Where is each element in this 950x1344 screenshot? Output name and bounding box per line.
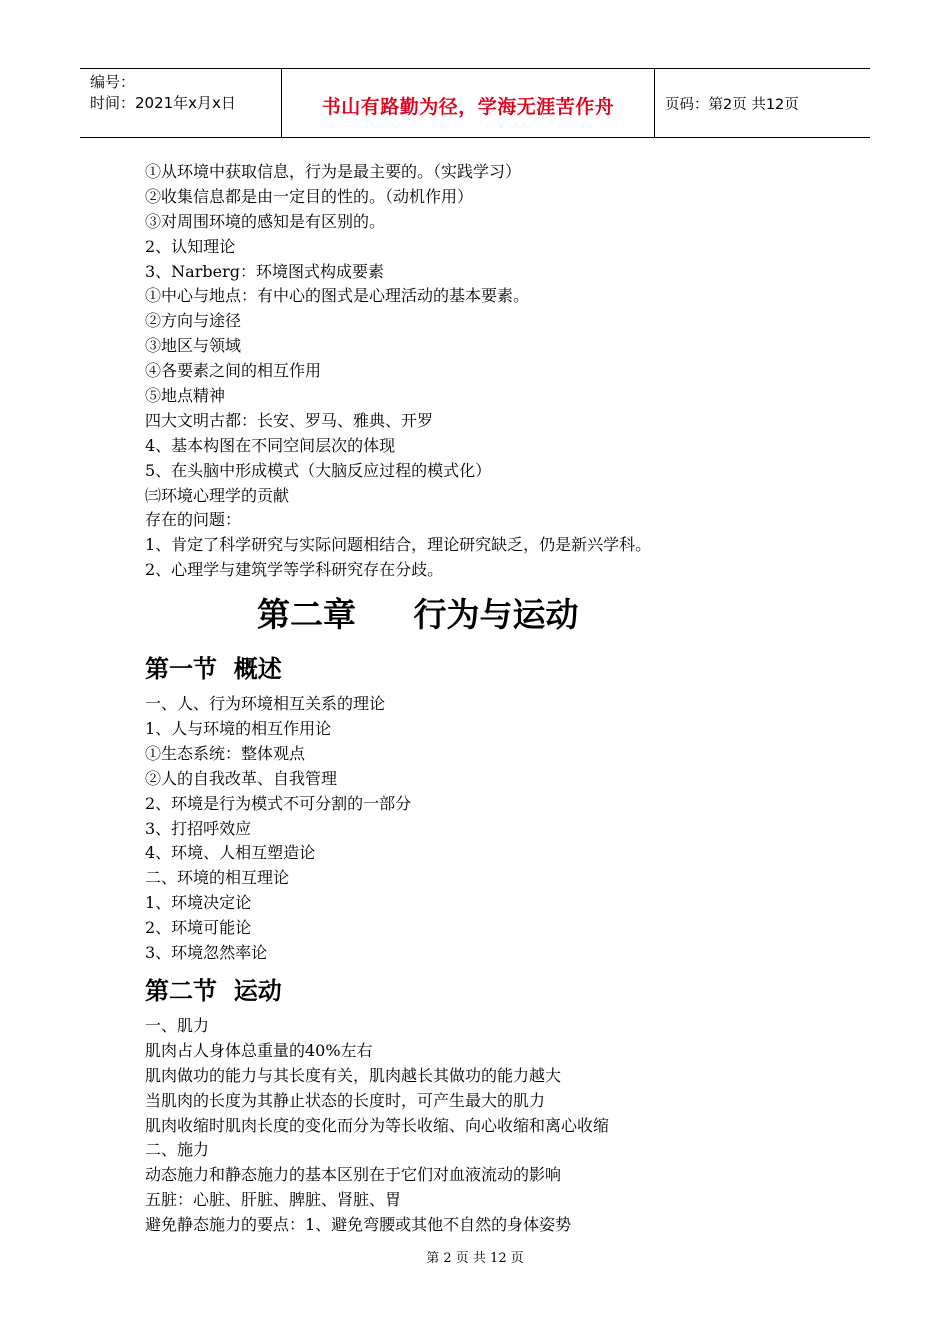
body-line: 3、Narberg：环境图式构成要素 <box>145 261 384 281</box>
body-line: 避免静态施力的要点：1、避免弯腰或其他不自然的身体姿势 <box>145 1215 572 1235</box>
header-page-info: 页码：第2页 共12页 <box>665 96 799 113</box>
header-meta-cell <box>80 69 282 137</box>
body-line: 四大文明古都：长安、罗马、雅典、开罗 <box>145 410 434 430</box>
body-line: 五脏：心脏、肝脏、脾脏、肾脏、胃 <box>145 1190 402 1210</box>
body-line: ②收集信息都是由一定目的性的。（动机作用） <box>145 186 474 206</box>
body-line: ④各要素之间的相互作用 <box>145 361 322 381</box>
body-line: ㈢环境心理学的贡献 <box>145 485 290 505</box>
page-header <box>80 68 870 138</box>
body-line: ③地区与领域 <box>145 336 242 356</box>
section-title: 第一节 概述 <box>145 655 282 684</box>
body-line: 3、打招呼效应 <box>145 818 252 838</box>
section-1-lines <box>145 692 875 966</box>
body-line: 2、心理学与建筑学等学科研究存在分歧。 <box>145 560 444 580</box>
body-line: 1、环境决定论 <box>145 893 252 913</box>
body-line: ⑤地点精神 <box>145 386 226 406</box>
body-line: 存在的问题： <box>145 510 242 530</box>
body-line: 4、基本构图在不同空间层次的体现 <box>145 435 396 455</box>
body-line: 2、环境可能论 <box>145 918 252 938</box>
body-line: ③对周围环境的感知是有区别的。 <box>145 211 386 231</box>
intro-lines <box>145 160 875 583</box>
header-motto: 书山有路勤为径，学海无涯苦作舟 <box>321 95 615 118</box>
body-line: ①从环境中获取信息，行为是最主要的。（实践学习） <box>145 162 522 181</box>
header-motto-cell <box>282 69 655 137</box>
body-line: 1、人与环境的相互作用论 <box>145 719 332 739</box>
body-line: 当肌肉的长度为其静止状态的长度时，可产生最大的肌力 <box>145 1090 546 1110</box>
body-line: ①生态系统：整体观点 <box>145 743 306 763</box>
document-number-label: 编号： <box>90 73 136 91</box>
body-line: 2、认知理论 <box>145 236 236 256</box>
body-line: 二、环境的相互理论 <box>145 868 290 888</box>
section-title: 第二节 运动 <box>145 976 282 1005</box>
section-2-lines <box>145 1014 875 1238</box>
body-line: 5、在头脑中形成模式（大脑反应过程的模式化） <box>145 460 492 480</box>
body-line: 肌肉占人身体总重量的40%左右 <box>145 1040 373 1060</box>
body-line: 二、施力 <box>145 1140 210 1160</box>
body-line: 1、肯定了科学研究与实际问题相结合，理论研究缺乏，仍是新兴学科。 <box>145 535 652 555</box>
body-line: 一、人、行为环境相互关系的理论 <box>145 694 386 714</box>
body-line: 3、环境忽然率论 <box>145 943 268 963</box>
chapter-title: 第二章 行为与运动 <box>257 595 579 635</box>
body-line: 2、环境是行为模式不可分割的一部分 <box>145 793 412 813</box>
document-body <box>145 160 875 1238</box>
body-line: 肌肉做功的能力与其长度有关，肌肉越长其做功的能力越大 <box>145 1065 562 1085</box>
page-footer: 第 2 页 共 12 页 <box>426 1251 524 1266</box>
body-line: 肌肉收缩时肌肉长度的变化而分为等长收缩、向心收缩和离心收缩 <box>145 1115 610 1135</box>
body-line: ②人的自我改革、自我管理 <box>145 768 338 788</box>
document-date-label: 时间：2021年x月x日 <box>90 94 236 112</box>
body-line: 动态施力和静态施力的基本区别在于它们对血液流动的影响 <box>145 1165 562 1185</box>
header-page-cell <box>655 69 870 137</box>
body-line: ①中心与地点：有中心的图式是心理活动的基本要素。 <box>145 286 530 306</box>
body-line: 4、环境、人相互塑造论 <box>145 843 316 863</box>
body-line: ②方向与途径 <box>145 311 242 331</box>
body-line: 一、肌力 <box>145 1015 210 1035</box>
